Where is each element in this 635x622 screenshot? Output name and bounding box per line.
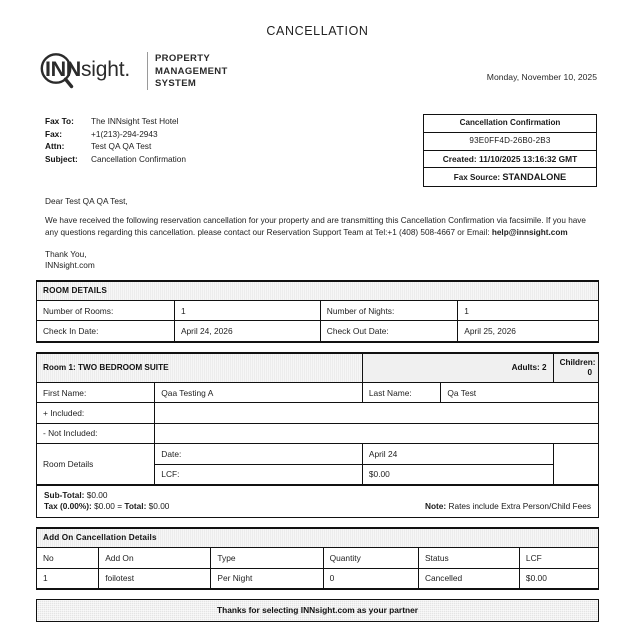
fax-meta-row-attn — [45, 140, 186, 153]
subtotal-label: Sub-Total: — [44, 489, 85, 500]
first-name-value: Qaa Testing A — [155, 383, 363, 403]
innsight-logo-mark — [36, 50, 140, 90]
tax-value: $0.00 — [94, 500, 115, 511]
fax-label: Fax: — [45, 128, 63, 139]
addon-cell-quantity: 0 — [323, 568, 418, 588]
rates-note-label: Note: — [424, 500, 447, 511]
room-details-block — [36, 280, 599, 343]
number-of-rooms-value: 1 — [174, 300, 320, 320]
rates-note-value: Rates include Extra Person/Child Fees — [448, 500, 591, 511]
logo-tagline — [155, 50, 228, 91]
last-name-label: Last Name: — [362, 383, 441, 403]
addon-column-header-row — [37, 548, 598, 568]
totals-equals: = — [117, 500, 123, 511]
fax-to-value: The INNsight Test Hotel — [91, 116, 179, 126]
tax-percent: 0.00 — [62, 500, 79, 511]
fax-meta-row — [36, 114, 599, 187]
room-details-table — [37, 281, 598, 342]
confirmation-source-label: Fax Source: — [453, 172, 501, 182]
room-1-heading-prefix: Room 1: — [43, 362, 76, 372]
number-of-nights-label: Number of Nights: — [320, 300, 457, 320]
fax-to-label: Fax To: — [45, 116, 74, 126]
room-1-table — [37, 353, 598, 485]
table-row — [37, 568, 598, 588]
attn-label: Attn: — [45, 141, 65, 152]
check-in-date-label: Check In Date: — [37, 321, 174, 341]
footer-banner: Thanks for selecting INNsight.com as your partner — [36, 599, 599, 622]
room-date-label: Date: — [155, 444, 363, 464]
subtotal-line — [44, 490, 169, 501]
room-1-heading — [37, 353, 362, 382]
check-out-date-label: Check Out Date: — [320, 321, 457, 341]
table-row — [37, 444, 598, 464]
room-date-value: April 24 — [362, 444, 553, 464]
included-value — [155, 403, 598, 423]
addon-cell-type: Per Night — [211, 568, 323, 588]
subtotal-value: $0.00 — [86, 489, 108, 500]
confirmation-code: 93E0FF4D-26B0-2B3 — [424, 133, 596, 151]
check-out-date-value: April 25, 2026 — [458, 321, 598, 341]
not-included-label: - Not Included: — [37, 423, 155, 443]
addon-col-lcf: LCF — [519, 548, 598, 568]
subject-value: Cancellation Confirmation — [91, 153, 187, 164]
room-details-heading-row — [37, 281, 598, 300]
room-1-children: Children: 0 — [553, 353, 598, 382]
room-lcf-value: $0.00 — [362, 464, 553, 484]
logo-tagline-line2: MANAGEMENT — [155, 65, 228, 77]
addon-cell-status: Cancelled — [418, 568, 519, 588]
tax-label-suffix: %): — [78, 500, 92, 511]
table-row — [37, 300, 598, 320]
support-email: help@innsight.com — [491, 228, 568, 238]
addon-col-addon: Add On — [99, 548, 211, 568]
room-details-spacer-cell — [553, 444, 598, 485]
room-totals-strip — [37, 485, 598, 517]
fax-meta-row-faxto — [45, 115, 186, 128]
svg-text:INN: INN — [45, 57, 81, 81]
attn-value: Test QA QA Test — [91, 141, 152, 152]
room-1-adults: Adults: 2 — [362, 353, 553, 382]
table-row — [37, 321, 598, 341]
included-label: + Included: — [37, 403, 155, 423]
confirmation-source — [424, 168, 596, 186]
room-1-heading-row — [37, 353, 598, 382]
confirmation-created-value: 11/10/2025 13:16:32 GMT — [479, 153, 578, 164]
addon-col-type: Type — [211, 548, 323, 568]
logo-tagline-line1: PROPERTY — [155, 53, 211, 64]
rates-note — [425, 501, 591, 512]
document-header — [36, 44, 599, 106]
innsight-logo — [36, 50, 228, 91]
fax-value: +1(213)-294-2943 — [91, 128, 158, 139]
addon-cell-lcf: $0.00 — [519, 568, 598, 588]
addon-cell-no: 1 — [37, 568, 99, 588]
last-name-value: Qa Test — [441, 383, 598, 403]
addon-cancellation-table — [37, 528, 598, 589]
tax-label: Tax ( — [44, 500, 63, 511]
addon-cancellation-block — [36, 527, 599, 590]
letter-paragraph — [45, 215, 594, 239]
room-1-block — [36, 352, 599, 518]
logo-tagline-line3: SYSTEM — [155, 78, 197, 90]
total-label: Total: — [124, 500, 147, 511]
document-date: Monday, November 10, 2025 — [486, 72, 597, 82]
confirmation-box — [423, 114, 597, 187]
fax-meta-list — [36, 114, 186, 165]
addon-col-quantity: Quantity — [323, 548, 418, 568]
addon-col-status: Status — [418, 548, 519, 568]
number-of-nights-value: 1 — [458, 300, 598, 320]
confirmation-source-value: STANDALONE — [502, 171, 567, 182]
letter-signoff-line1: Thank You, — [45, 248, 87, 259]
logo-divider — [147, 52, 148, 90]
svg-text:sight.: sight. — [81, 58, 130, 81]
room-1-roomtype: TWO BEDROOM SUITE — [78, 362, 169, 372]
letter-signoff-line2: INNsight.com — [45, 259, 95, 270]
confirmation-box-title: Cancellation Confirmation — [424, 115, 596, 133]
check-in-date-value: April 24, 2026 — [174, 321, 320, 341]
table-row — [37, 383, 598, 403]
total-value: $0.00 — [148, 500, 170, 511]
subject-label: Subject: — [45, 153, 78, 164]
letter-salutation: Dear Test QA QA Test, — [45, 196, 128, 207]
room-details-heading: ROOM DETAILS — [37, 281, 598, 300]
letter-signoff — [45, 249, 594, 271]
letter-paragraph-text: We have received the following reservation cancellation for your property and are transmitting this Cancellation Confirmation via facsimile. If you have any questions regarding this cancellation. please contact our Reservation Support Team at Tel:+1 (408) 508-4667 or Email: — [45, 216, 586, 238]
confirmation-created-label: Created: — [442, 153, 477, 164]
fax-meta-row-fax — [45, 128, 186, 141]
page-title: CANCELLATION — [266, 24, 369, 38]
table-row — [37, 403, 598, 423]
addon-heading-row — [37, 528, 598, 547]
number-of-rooms-label: Number of Rooms: — [37, 300, 174, 320]
room-details-sublabel: Room Details — [37, 444, 155, 485]
addon-cell-addon: foilotest — [99, 568, 211, 588]
tax-total-line — [44, 501, 169, 512]
fax-meta-row-subject — [45, 153, 186, 166]
room-totals-left — [44, 490, 169, 513]
addon-col-no: No — [37, 548, 99, 568]
addon-heading: Add On Cancellation Details — [37, 528, 598, 547]
confirmation-created — [424, 151, 596, 169]
letter-body — [36, 187, 599, 270]
not-included-value — [155, 423, 598, 443]
table-row — [37, 423, 598, 443]
first-name-label: First Name: — [37, 383, 155, 403]
room-lcf-label: LCF: — [155, 464, 363, 484]
